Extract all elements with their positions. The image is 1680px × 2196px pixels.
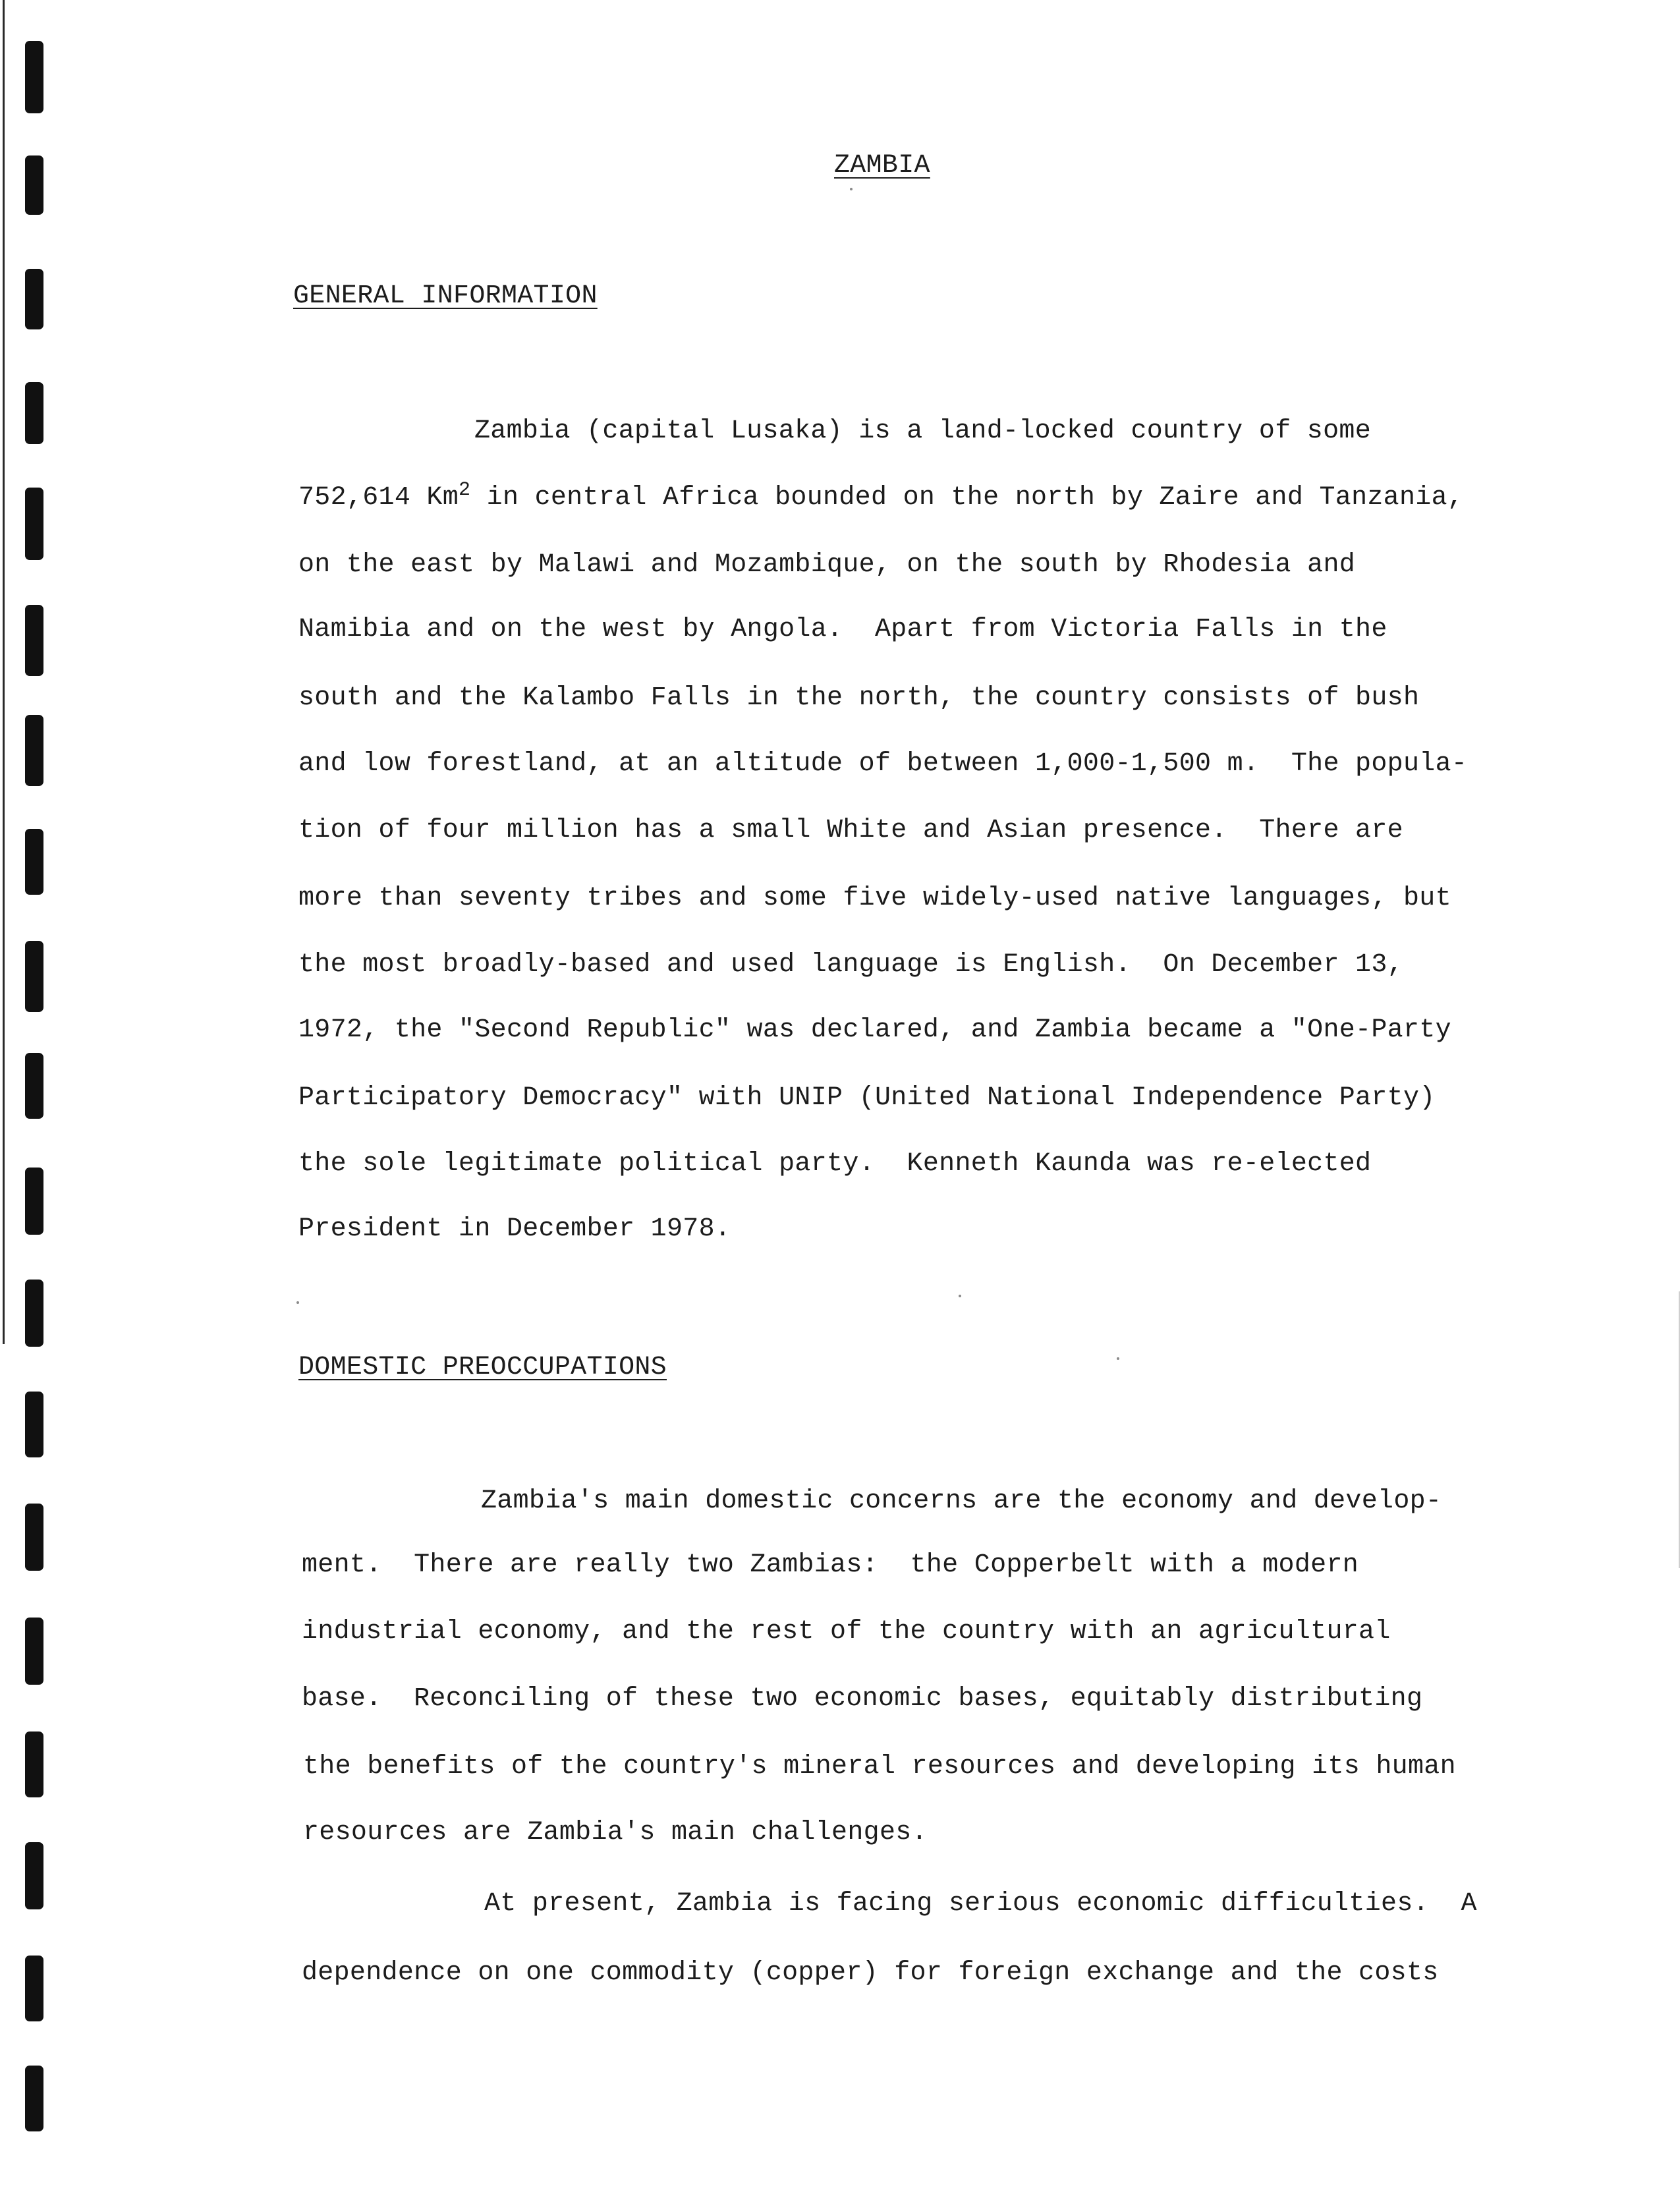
body-text-line: resources are Zambia's main challenges. (303, 1818, 928, 1847)
binder-punch-mark (25, 1280, 43, 1347)
binder-punch-mark (25, 382, 43, 444)
body-text-line: Namibia and on the west by Angola. Apart from Victoria Falls in the (298, 615, 1387, 644)
body-text-line: Zambia (capital Lusaka) is a land-locked country of some (474, 416, 1372, 446)
binder-punch-mark (25, 41, 43, 113)
binder-punch-mark (25, 715, 43, 786)
scan-speck (296, 1301, 299, 1304)
binder-punch-mark (25, 2066, 43, 2131)
body-text-line: 1972, the "Second Republic" was declared, and Zambia became a "One-Party (298, 1015, 1451, 1045)
binder-punch-mark (25, 1168, 43, 1235)
binder-punch-mark (25, 1053, 43, 1119)
binder-punch-mark (25, 155, 43, 215)
body-text-line: At present, Zambia is facing serious economic difficulties. A (484, 1889, 1477, 1919)
body-text-line: the most broadly-based and used language is English. On December 13, (298, 950, 1403, 980)
body-text-line: dependence on one commodity (copper) for foreign exchange and the costs (302, 1958, 1439, 1988)
document-title: ZAMBIA (834, 151, 930, 181)
binder-punch-mark (25, 829, 43, 895)
binder-punch-mark (25, 1392, 43, 1457)
body-text-line: the sole legitimate political party. Kenneth Kaunda was re-elected (298, 1149, 1372, 1179)
body-text-line: tion of four million has a small White and Asian presence. There are (298, 816, 1403, 845)
body-text-line: more than seventy tribes and some five widely-used native languages, but (298, 884, 1451, 913)
body-text-line: and low forestland, at an altitude of between 1,000-1,500 m. The popula- (298, 749, 1468, 779)
binder-punch-mark (25, 1504, 43, 1571)
scan-speck (1117, 1357, 1119, 1360)
scan-speck (959, 1295, 961, 1297)
body-text-line: Participatory Democracy" with UNIP (United National Independence Party) (298, 1083, 1436, 1113)
binder-punch-mark (25, 1956, 43, 2021)
body-text-line: the benefits of the country's mineral resources and developing its human (303, 1752, 1456, 1782)
binder-punch-mark (25, 605, 43, 676)
body-text-line: Zambia's main domestic concerns are the economy and develop- (481, 1486, 1442, 1516)
body-text-line: on the east by Malawi and Mozambique, on the south by Rhodesia and (298, 550, 1356, 580)
body-text-line: south and the Kalambo Falls in the north, the country consists of bush (298, 683, 1420, 713)
body-text-line: industrial economy, and the rest of the country with an agricultural (302, 1617, 1391, 1647)
binder-punch-mark (25, 488, 43, 560)
binder-punch-mark (25, 1618, 43, 1685)
body-text-line: 752,614 Km$^2$ in central Africa bounded on the north by Zaire and Tanzania, (298, 479, 1464, 513)
binder-punch-mark (25, 269, 43, 329)
binder-punch-mark (25, 941, 43, 1012)
body-text-line: ment. There are really two Zambias: the Copperbelt with a modern (302, 1550, 1359, 1580)
section-heading-general-information: GENERAL INFORMATION (293, 281, 598, 311)
binder-punch-mark (25, 1731, 43, 1797)
body-text-line: President in December 1978. (298, 1214, 731, 1244)
section-heading-domestic-preoccupations: DOMESTIC PREOCCUPATIONS (298, 1353, 667, 1382)
body-text-line: base. Reconciling of these two economic bases, equitably distributing (302, 1684, 1423, 1714)
binder-punch-mark (25, 1842, 43, 1909)
scan-speck (850, 188, 853, 190)
page-edge-line (3, 0, 5, 1344)
